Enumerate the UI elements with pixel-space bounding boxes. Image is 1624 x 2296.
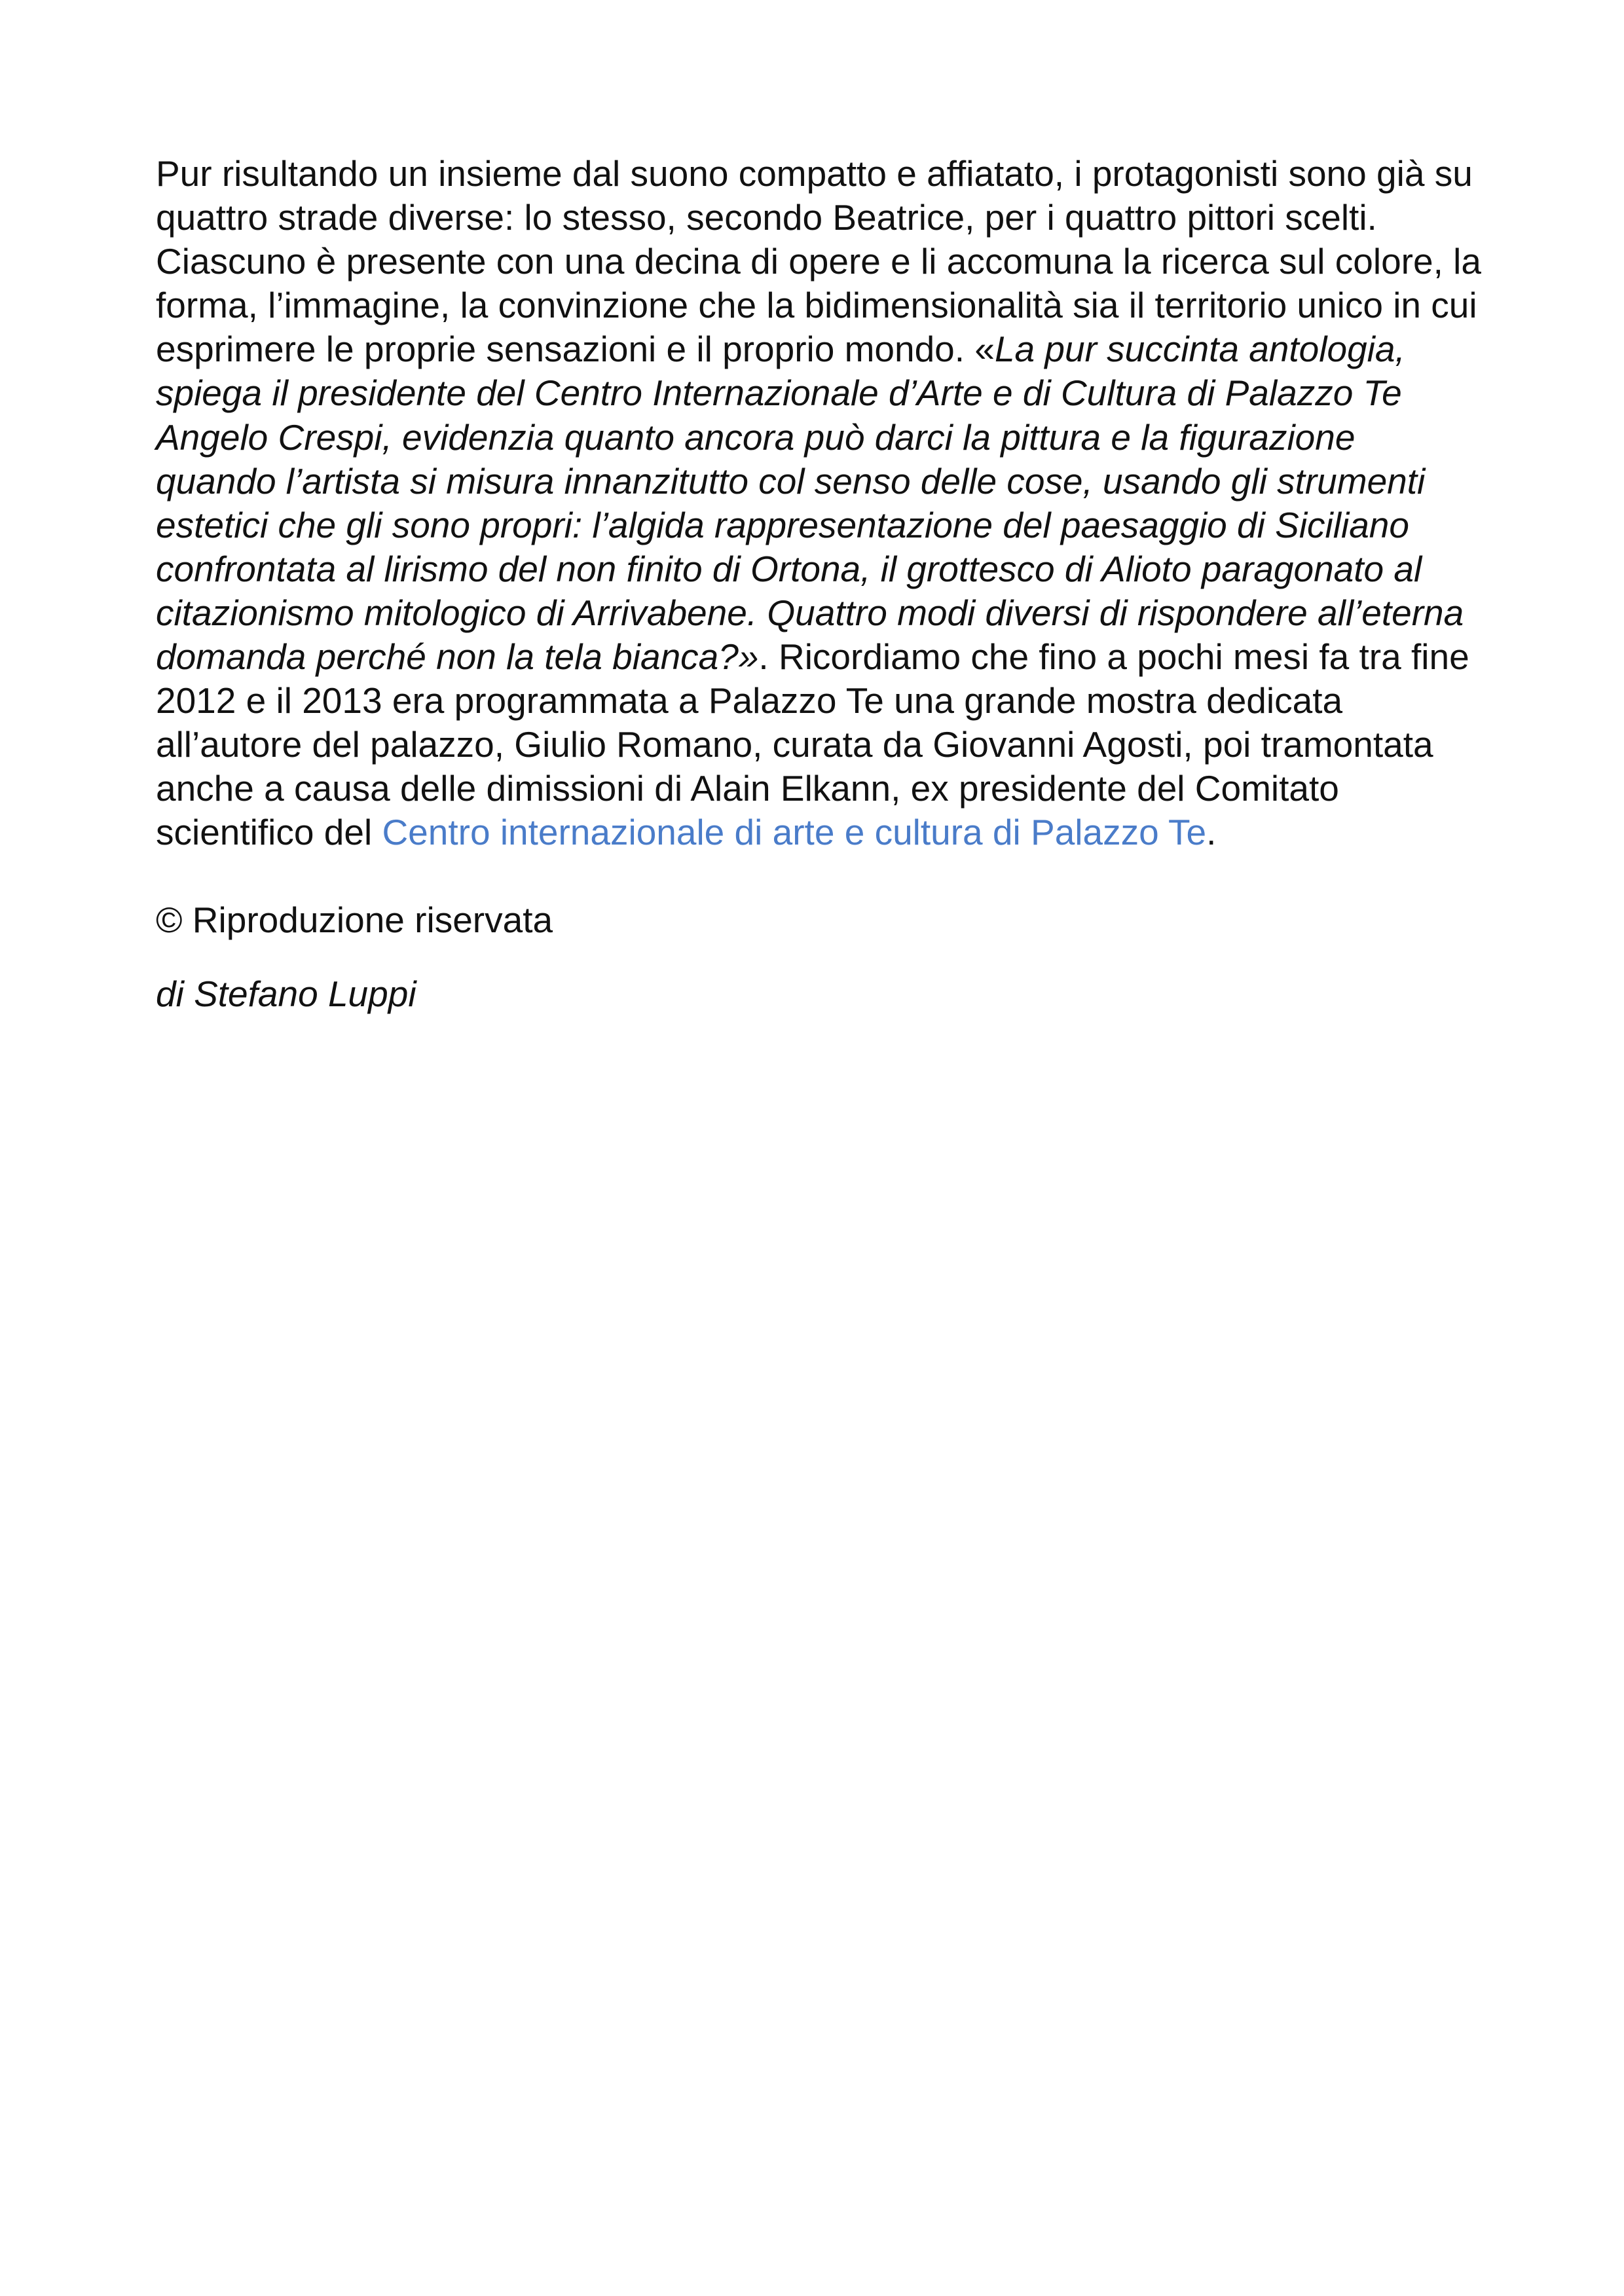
paragraph-text-continued: . Ricordiamo che fino a pochi mesi fa tra fine 2012 e il 2013 era programmata a Palazzo Te una grande mostra dedicata all’autore del palazzo, Giulio Romano, curata da Giovanni Agosti, poi tramontata anche a causa delle dimissioni di Alain Elkann, ex presidente del Comitato scientifico del	[156, 636, 1469, 853]
quote-text: La pur succinta antologia, spiega il presidente del Centro Internazionale d’Arte e di Cultura di Palazzo Te Angelo Crespi, evidenzia quanto ancora può darci la pittura e la figurazione quando l’artista si misura innanzitutto col senso delle cose, usando gli strumenti estetici che gli sono propri: l’algida rappresentazione del paesaggio di Siciliano confrontata al lirismo del non finito di Ortona, il grottesco di Alioto paragonato al citazionismo mitologico di Arrivabene. Quattro modi diversi di rispondere all’eterna domanda perché non la tela bianca?»	[156, 329, 1464, 678]
article-paragraph	[156, 152, 1485, 855]
author-byline: di Stefano Luppi	[156, 973, 416, 1014]
paragraph-text-intro: Pur risultando un insieme dal suono compatto e affiatato, i protagonisti sono già su quattro strade diverse: lo stesso, secondo Beatrice, per i quattro pittori scelti. Ciascuno è presente con una decina di opere e li accomuna la ricerca sul colore, la forma, l’immagine, la convinzione che la bidimensionalità sia il territorio unico in cui esprimere le proprie sensazioni e il proprio mondo. «	[156, 153, 1481, 370]
paragraph-text-end: .	[1206, 812, 1217, 853]
copyright-notice: © Riproduzione riservata	[156, 899, 553, 940]
article-body	[156, 152, 1485, 1016]
palazzo-te-link[interactable]: Centro internazionale di arte e cultura di Palazzo Te	[382, 812, 1207, 853]
